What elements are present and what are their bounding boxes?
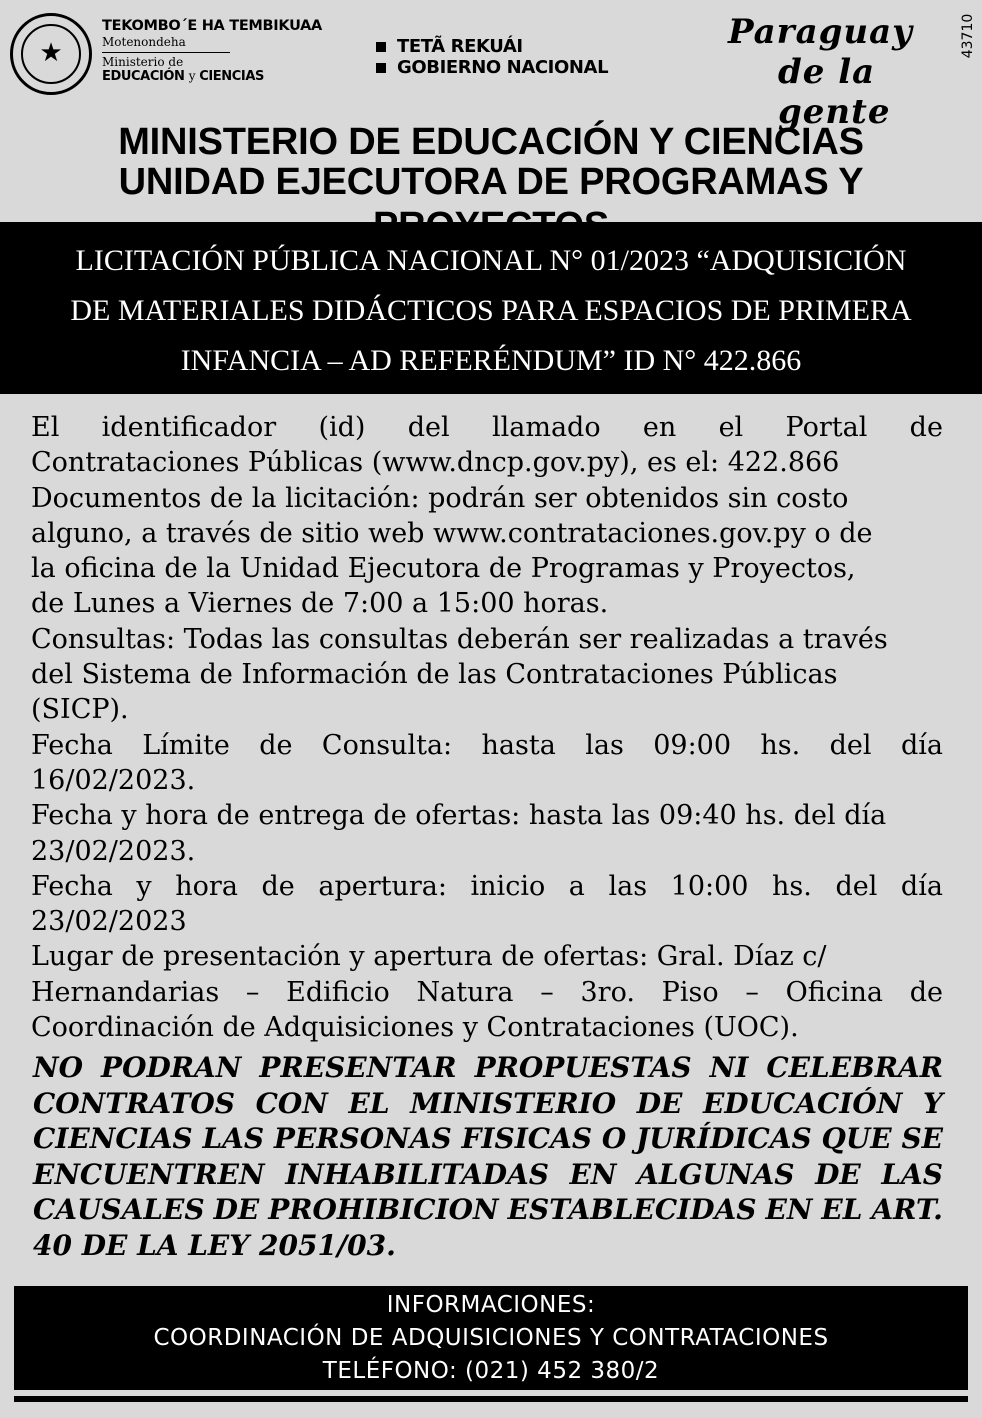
notice-paragraph [31, 728, 943, 799]
word: a [568, 870, 585, 902]
page-title: MINISTERIO DE EDUCACIÓN Y CIENCIAS [118, 121, 864, 163]
word: – [745, 976, 759, 1008]
word: Edificio [286, 976, 390, 1008]
word: Portal [785, 412, 868, 443]
word: ALGUNAS [637, 1157, 795, 1191]
word: INHABILITADAS [285, 1157, 549, 1191]
word: EL [348, 1086, 390, 1120]
contact-office: COORDINACIÓN DE ADQUISICIONES Y CONTRATACIONES [153, 1325, 829, 1351]
word: ART. [871, 1193, 943, 1227]
word: de [909, 976, 943, 1008]
word: apertura: [318, 870, 447, 902]
text-line: Contrataciones Públicas (www.dncp.gov.py), es el: 422.866 [31, 447, 840, 479]
ministry-name-c: CIENCIAS [199, 69, 264, 84]
word: ENCUENTREN [33, 1157, 265, 1191]
text-line: Coordinación de Adquisiciones y Contrataciones (UOC). [31, 1012, 799, 1044]
word: LAS [881, 1157, 943, 1191]
gov-line-spanish [376, 57, 608, 78]
text-line: 16/02/2023. [31, 764, 196, 796]
text-line [31, 728, 943, 763]
word: Piso [661, 976, 719, 1008]
text-line: alguno, a través de sitio web www.contrataciones.gov.py o de [31, 517, 873, 549]
notice-paragraph [31, 939, 943, 1045]
word: – [245, 976, 260, 1008]
word: llamado [491, 412, 601, 443]
ministry-name-b: y [188, 69, 196, 83]
word: JURÍDICAS [636, 1122, 812, 1156]
ministry-prefix: Ministerio de [102, 55, 184, 69]
notice-paragraph [31, 622, 943, 728]
word: PERSONAS [273, 1122, 452, 1156]
word: ESTABLECIDAS [507, 1193, 757, 1227]
word: las [608, 870, 648, 902]
word: PROHIBICION [268, 1193, 499, 1227]
word: Y [922, 1086, 943, 1120]
word: PROPUESTAS [474, 1051, 692, 1084]
word: EN [765, 1193, 813, 1227]
word: inicio [470, 870, 546, 902]
national-seal-icon [10, 13, 92, 95]
gov-line-guarani-text: TETÃ REKUÁI [397, 36, 523, 57]
text-line: 23/02/2023. [31, 835, 196, 867]
word: y [136, 870, 152, 902]
word: CONTRATOS [33, 1086, 236, 1120]
page-subtitle: UNIDAD EJECUTORA DE PROGRAMAS Y [118, 161, 864, 203]
word: FISICAS [461, 1122, 593, 1156]
word: del [829, 729, 872, 761]
word: 3ro. [580, 976, 635, 1008]
footer-rule [14, 1396, 968, 1402]
slogan-logo [722, 8, 972, 132]
warning-line: 40 DE LA LEY 2051/03. [33, 1228, 396, 1262]
text-line: del Sistema de Información de las Contrataciones Públicas [31, 659, 838, 691]
word: Hernandarias [31, 976, 220, 1008]
word: NO [33, 1051, 83, 1084]
warning-line [33, 1192, 943, 1228]
word: de [259, 729, 293, 761]
word: CIENCIAS [33, 1122, 193, 1156]
word: del [407, 412, 450, 443]
text-line: Documentos de la licitación: podrán ser obtenidos sin costo [31, 482, 849, 514]
word: hs. [760, 729, 801, 761]
word: NI [709, 1051, 749, 1084]
notice-paragraph [31, 869, 943, 940]
ad-code [958, 8, 978, 68]
ministry-guarani-name: TEKOMBO´E HA TEMBIKUAA [102, 18, 322, 34]
word: Fecha [31, 729, 113, 761]
word: DE [213, 1193, 260, 1227]
text-line [31, 410, 943, 445]
text-line: (SICP). [31, 694, 129, 726]
square-bullet-icon [376, 42, 386, 52]
banner-line: LICITACIÓN PÚBLICA NACIONAL N° 01/2023 “ADQUISICIÓN [75, 244, 907, 277]
word: DE [636, 1086, 683, 1120]
word: día [900, 729, 943, 761]
word: Límite [142, 729, 230, 761]
slogan-line1: Paraguay [728, 12, 913, 52]
word: las [585, 729, 624, 761]
prohibition-warning [33, 1050, 943, 1264]
text-line: Lugar de presentación y apertura de ofertas: Gral. Díaz c/ [31, 941, 827, 973]
word: Oficina [785, 976, 883, 1008]
word: QUE [821, 1122, 892, 1156]
word: PRESENTAR [259, 1051, 457, 1084]
ministry-name-a: EDUCACIÓN [102, 69, 185, 84]
text-line: Consultas: Todas las consultas deberán ser realizadas a través [31, 623, 888, 655]
text-line: de Lunes a Viernes de 7:00 a 15:00 horas. [31, 588, 609, 620]
word: O [601, 1122, 627, 1156]
word: hs. [772, 870, 812, 902]
ad-code-text: 43710 [960, 13, 976, 59]
square-bullet-icon [376, 63, 386, 73]
contact-info-box [14, 1286, 968, 1390]
text-line: la oficina de la Unidad Ejecutora de Programas y Proyectos, [31, 553, 856, 585]
word: LAS [202, 1122, 265, 1156]
word: identificador [101, 412, 277, 443]
text-line: Fecha y hora de entrega de ofertas: hasta las 09:40 hs. del día [31, 800, 887, 832]
ministry-logo-text [102, 18, 342, 84]
word: CELEBRAR [766, 1051, 943, 1084]
ministry-name [102, 69, 342, 84]
word: EDUCACIÓN [702, 1086, 903, 1120]
star-icon: ★ [39, 38, 63, 68]
word: EL [821, 1193, 863, 1227]
word: de [261, 870, 295, 902]
text-line: 23/02/2023 [31, 906, 187, 938]
word: (id) [318, 412, 366, 443]
word: CON [255, 1086, 328, 1120]
word: 10:00 [670, 870, 749, 902]
word: DE [815, 1157, 861, 1191]
tender-title-banner [0, 222, 982, 394]
word: de [909, 412, 943, 443]
word: MINISTERIO [410, 1086, 617, 1120]
banner-line: DE MATERIALES DIDÁCTICOS PARA ESPACIOS DE PRIMERA [70, 294, 912, 327]
text-line [31, 869, 943, 904]
notice-paragraph [31, 798, 943, 869]
word: hora [175, 870, 238, 902]
banner-line: INFANCIA – AD REFERÉNDUM” ID N° 422.866 [180, 344, 802, 377]
government-logo-text [376, 36, 608, 78]
word: EN [569, 1157, 617, 1191]
warning-line [33, 1157, 943, 1193]
word: CAUSALES [33, 1193, 205, 1227]
word: el [718, 412, 744, 443]
word: 09:00 [653, 729, 732, 761]
word: – [540, 976, 554, 1008]
word: SE [901, 1122, 943, 1156]
word: día [900, 870, 943, 902]
word: Consulta: [321, 729, 453, 761]
word: PODRAN [101, 1051, 242, 1084]
warning-line [33, 1086, 943, 1122]
gov-line-spanish-text: GOBIERNO NACIONAL [397, 57, 609, 78]
word: Fecha [31, 870, 113, 902]
warning-line [33, 1050, 943, 1086]
word: Natura [416, 976, 514, 1008]
text-line [31, 975, 943, 1010]
notice-paragraph [31, 481, 943, 622]
notice-body [31, 410, 943, 1045]
word: del [835, 870, 878, 902]
slogan-line2: de la gente [778, 52, 891, 132]
ministry-guarani-sub: Motenondeha [102, 35, 230, 53]
word: El [31, 412, 60, 443]
notice-paragraph [31, 410, 943, 481]
contact-phone: TELÉFONO: (021) 452 380/2 [322, 1358, 660, 1384]
word: hasta [481, 729, 556, 761]
contact-heading: INFORMACIONES: [386, 1292, 596, 1318]
gov-line-guarani [376, 36, 608, 57]
word: en [642, 412, 677, 443]
warning-line [33, 1121, 943, 1157]
